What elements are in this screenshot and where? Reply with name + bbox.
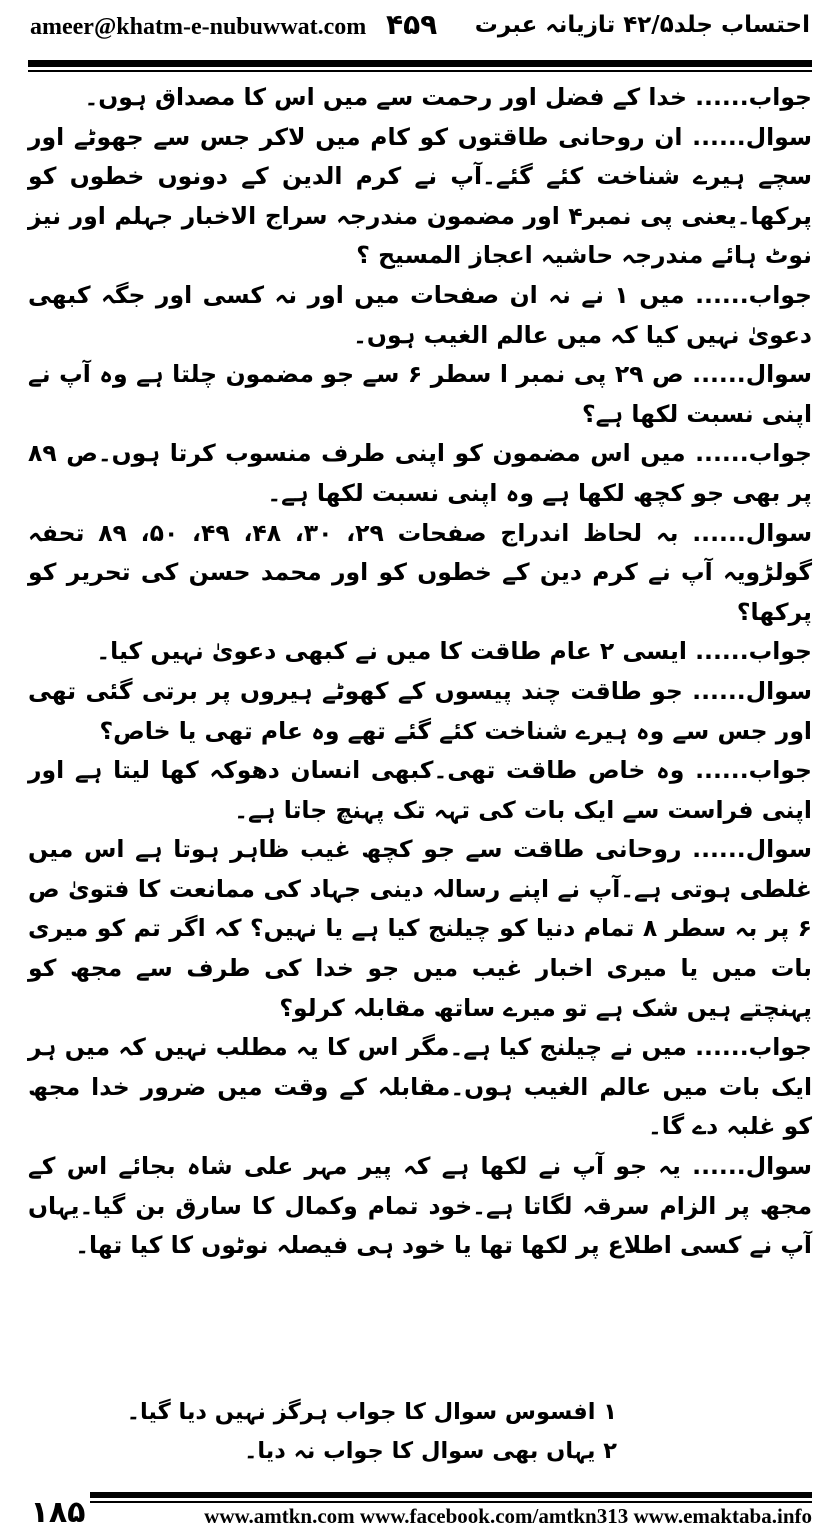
- qa-paragraph: [28, 632, 812, 672]
- header-rule-thin: [28, 70, 812, 72]
- qa-text: ایسی ۲ عام طاقت کا میں نے کبھی دعویٰ نہیں کیا۔: [96, 637, 687, 666]
- qa-paragraph: [28, 672, 812, 751]
- page-header: [0, 0, 840, 58]
- qa-paragraph: [28, 830, 812, 1028]
- qa-label: سوال......: [692, 518, 813, 547]
- qa-paragraph: [28, 1028, 812, 1147]
- qa-label: جواب......: [695, 1033, 812, 1062]
- footnotes: [28, 1393, 812, 1471]
- qa-text: جو طاقت چند پیسوں کے کھوٹے ہیروں پر برتی گئی تھی اور جس سے وہ ہیرے شناخت کئے گئے تھے وہ عام تھی یا خاص؟: [28, 676, 812, 745]
- header-rule-thick: [28, 60, 812, 67]
- qa-label: جواب......: [695, 756, 812, 785]
- qa-paragraph: [28, 751, 812, 830]
- qa-paragraph: [28, 78, 812, 118]
- qa-label: جواب......: [695, 280, 812, 309]
- qa-text: یہ جو آپ نے لکھا ہے کہ پیر مہر علی شاہ بجائے اس کے مجھ پر الزام سرقہ لگاتا ہے۔خود تمام وکمال کا سارق بن گیا۔یہاں آپ نے کسی اطلاع پر لکھا تھا یا خود ہی فیصلہ نوٹوں کا کیا تھا۔: [28, 1152, 812, 1260]
- qa-text: میں ۱ نے نہ ان صفحات میں اور نہ کسی اور جگہ کبھی دعویٰ نہیں کیا کہ میں عالم الغیب ہوں۔: [28, 280, 812, 349]
- qa-paragraph: [28, 355, 812, 434]
- qa-paragraph: [28, 434, 812, 513]
- footer-rule-thin: [90, 1501, 812, 1503]
- footnote: ۲ یہاں بھی سوال کا جواب نہ دیا۔: [244, 1438, 617, 1464]
- qa-text: میں اس مضمون کو اپنی طرف منسوب کرتا ہوں۔ص ۸۹ پر بھی جو کچھ لکھا ہے وہ اپنی نسبت لکھا ہے۔: [28, 439, 812, 507]
- qa-text: بہ لحاظ اندراج صفحات ۲۹، ۳۰، ۴۸، ۴۹، ۵۰، ۸۹ تحفہ گولڑویہ آپ نے کرم دین کے خطوں کو اور محمد حسن کی تحریر کو پرکھا؟: [28, 518, 812, 626]
- qa-paragraph: [28, 1147, 812, 1266]
- footnote: ۱ افسوس سوال کا جواب ہرگز نہیں دیا گیا۔: [126, 1399, 617, 1425]
- page-footer: [28, 1490, 812, 1535]
- footer-folio-number: ۱۸۵: [30, 1495, 86, 1530]
- qa-label: سوال......: [692, 122, 813, 151]
- qa-text: ص ۲۹ پی نمبر ا سطر ۶ سے جو مضمون چلتا ہے وہ آپ نے اپنی نسبت لکھا ہے؟: [28, 360, 812, 428]
- qa-label: سوال......: [692, 1152, 812, 1181]
- qa-label: سوال......: [692, 835, 812, 864]
- qa-label: سوال......: [692, 360, 812, 389]
- header-page-number: ۴۵۹: [386, 8, 438, 41]
- qa-label: جواب......: [695, 83, 812, 111]
- body-text: [28, 78, 812, 1266]
- qa-label: جواب......: [695, 637, 812, 666]
- qa-paragraph: [28, 118, 812, 276]
- qa-text: وہ خاص طاقت تھی۔کبھی انسان دھوکہ کھا لیتا ہے اور اپنی فراست سے ایک بات کی تہہ تک پہنچ جاتا ہے۔: [28, 756, 812, 824]
- qa-text: ان روحانی طاقتوں کو کام میں لاکر جس سے جھوٹے اور سچے ہیرے شناخت کئے گئے۔آپ نے کرم الدین کے دونوں خطوں کو پرکھا۔یعنی پی نمبر۴ اور مضمون مندرجہ سراج الاخبار جہلم اور نیز نوٹ ہائے مندرجہ حاشیہ اعجاز المسیح ؟: [28, 122, 812, 270]
- footer-links: www.amtkn.com www.facebook.com/amtkn313 www.emaktaba.info: [204, 1504, 812, 1528]
- qa-label: جواب......: [695, 439, 812, 468]
- qa-paragraph: [28, 514, 812, 633]
- header-book-title: احتساب جلد۴۲/۵ تازیانہ عبرت: [474, 12, 810, 38]
- header-email: ameer@khatm-e-nubuwwat.com: [30, 14, 367, 40]
- footer-rule-thick: [90, 1492, 812, 1498]
- qa-text: خدا کے فضل اور رحمت سے میں اس کا مصداق ہوں۔: [84, 83, 687, 111]
- qa-text: میں نے چیلنج کیا ہے۔مگر اس کا یہ مطلب نہیں کہ میں ہر ایک بات میں عالم الغیب ہوں۔مقابلہ کے وقت میں ضرور خدا مجھ کو غلبہ دے گا۔: [28, 1033, 812, 1141]
- qa-label: سوال......: [692, 676, 813, 705]
- qa-paragraph: [28, 276, 812, 355]
- qa-text: روحانی طاقت سے جو کچھ غیب ظاہر ہوتا ہے اس میں غلطی ہوتی ہے۔آپ نے اپنے رسالہ دینی جہاد کی ممانعت کا فتویٰ ص ۶ پر بہ سطر ۸ تمام دنیا کو چیلنج کیا ہے یا نہیں؟ کہ اگر تم کو میری بات میں یا میری اخبار غیب میں جو خدا کی طرف سے مجھ کو پہنچتے ہیں شک ہے تو میرے ساتھ مقابلہ کرلو؟: [28, 835, 812, 1022]
